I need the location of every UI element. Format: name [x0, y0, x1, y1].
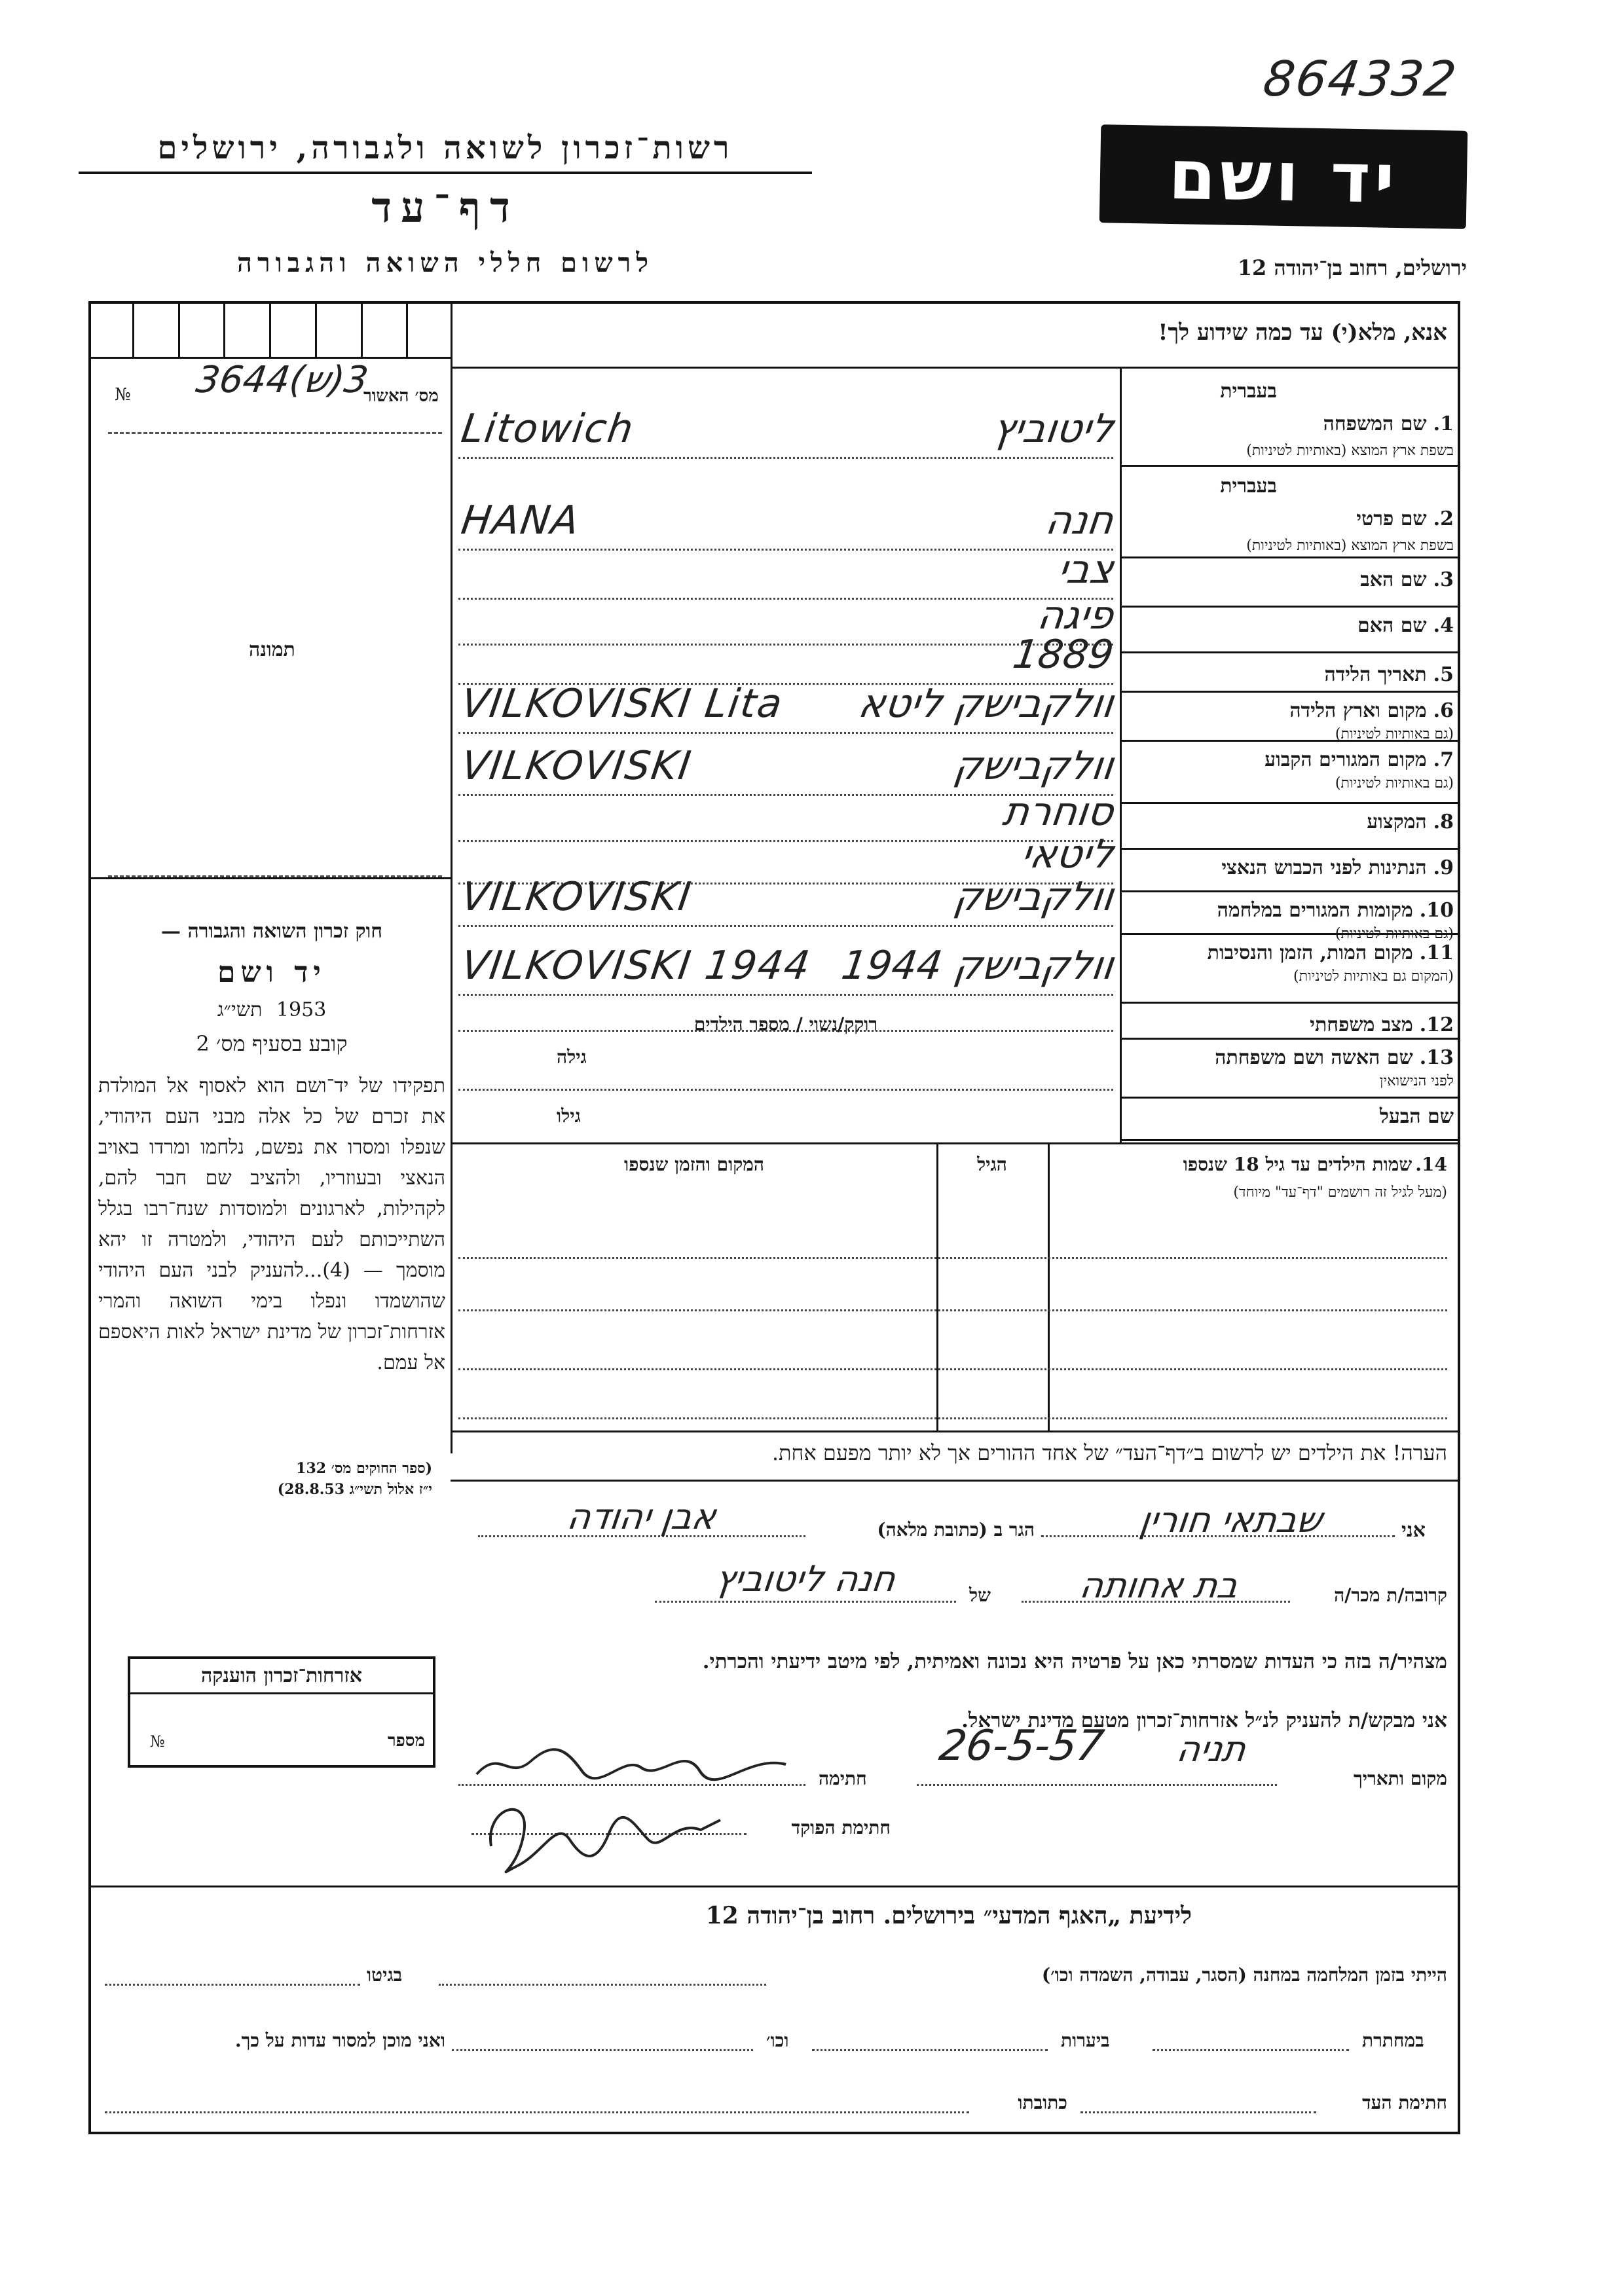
field-label	[1126, 856, 1454, 879]
field-value-latin: VILKOVISKI	[458, 874, 695, 920]
footer-forests-label: ביערות	[1061, 2030, 1110, 2051]
signature-label: חתימה	[819, 1768, 867, 1789]
logo-text: יד ושם	[1168, 134, 1399, 219]
relation-label: קרובה/ת מכר/ה	[1334, 1584, 1447, 1606]
footer-testimony-label: ואני מוכן למסור עדות על כך.	[234, 2030, 445, 2051]
law-clause: קובע בסעיף מס׳ 2	[196, 1031, 348, 1056]
field-value-latin: VILKOVISKI 1944	[458, 943, 814, 989]
footer-etc-line	[452, 2049, 753, 2051]
field-row-rule	[1120, 556, 1460, 558]
field-value-hebrew: וולקבישק	[951, 743, 1116, 789]
field-label-text: מקומות המגורים במלחמה	[1217, 899, 1413, 922]
field-label	[1126, 1046, 1454, 1069]
citizenship-title: אזרחות־זכרון הוענקה	[130, 1659, 433, 1694]
footer-title: לידיעת „האגף המדעי״ בירושלים. רחוב בן־יהודה 12	[705, 1902, 1192, 1929]
relation-of-line	[655, 1601, 956, 1603]
field-number: 7.	[1433, 748, 1454, 771]
form-subtitle: לרשום חללי השואה והגבורה	[236, 247, 654, 278]
place-date-line	[917, 1784, 1277, 1786]
field-label	[1126, 614, 1454, 637]
footer-camp-line	[439, 1984, 766, 1986]
footer-witness-signature-label: חתימת העד	[1362, 2092, 1447, 2113]
field-value-hebrew: פיגה	[1035, 592, 1116, 638]
footer-witness-signature-line	[1080, 2111, 1316, 2113]
field-number: 9.	[1433, 856, 1454, 879]
law-name: יד ושם	[217, 956, 326, 989]
declarant-i: אני	[1401, 1519, 1426, 1542]
children-top-rule	[451, 1142, 1460, 1144]
children-title	[1054, 1154, 1447, 1176]
official-signature	[478, 1768, 740, 1879]
footer-etc-label: וכו׳	[766, 2030, 789, 2051]
field-number: 8.	[1433, 811, 1454, 833]
children-col-div-1	[1048, 1142, 1050, 1430]
registry-number-mark: №	[115, 385, 131, 405]
declaration-text: מצהיר/ה בזה כי העדות שמסרתי כאן על פרטיה היא נכונה ואמיתית, לפי מיטב ידיעתי והכרתי.	[702, 1650, 1447, 1673]
field-value-latin: VILKOVISKI	[458, 743, 695, 789]
field-sublabel: (גם באותיות לטיניות)	[1335, 926, 1454, 942]
citizenship-number-label: מספר	[387, 1731, 425, 1751]
citizenship-box	[128, 1656, 435, 1768]
citizenship-request: אני מבקש/ת להעניק לנ״ל אזרחות־זכרון מטעם מדינת ישראל.	[961, 1709, 1447, 1732]
field-label-text: מצב משפחתי	[1310, 1013, 1413, 1036]
children-sub: (מעל לגיל זה רושמים "דף־עד" מיוחד)	[1233, 1184, 1447, 1201]
field-number: 2.	[1433, 507, 1454, 530]
label-column-divider	[1120, 367, 1122, 1139]
field-printed-hint: גילה	[557, 1046, 587, 1068]
footer-ghetto-label: בגיטו	[367, 1964, 403, 1986]
field-label	[1126, 941, 1454, 964]
children-row-line	[458, 1368, 1447, 1370]
authority-title: רשות־זכרון לשואה ולגבורה, ירושלים	[157, 130, 733, 166]
relation-of-value: חנה ליטוביץ	[712, 1558, 898, 1599]
field-row-rule	[1120, 691, 1460, 693]
field-row-rule	[1120, 1139, 1460, 1141]
field-number: 6.	[1433, 699, 1454, 722]
field-label-text: שם המשפחה	[1323, 412, 1427, 435]
field-label-text: שם האם	[1357, 614, 1427, 637]
field-printed-hint: גילו	[557, 1105, 581, 1127]
form-title: דף־עד	[371, 183, 519, 232]
field-number: 10.	[1419, 899, 1454, 922]
field-sublabel: (גם באותיות לטיניות)	[1335, 726, 1454, 742]
field-row-rule	[1120, 848, 1460, 850]
date-value: 26-5-57	[936, 1722, 1107, 1770]
field-row-rule	[1120, 465, 1460, 467]
field-label	[1126, 699, 1454, 722]
field-printed-hint: רוקק/נשוי / מספר הילדים	[693, 1013, 878, 1035]
field-label-text: מקום וארץ הלידה	[1289, 699, 1427, 722]
field-value-hebrew: וולקבישק ליטא	[855, 681, 1116, 727]
field-row-rule	[1120, 651, 1460, 653]
note-rule	[451, 1480, 1460, 1482]
children-col-age: הגיל	[977, 1154, 1007, 1175]
children-row-line	[458, 1309, 1447, 1311]
field-label	[1126, 1105, 1454, 1128]
field-value-hebrew: צבי	[1055, 547, 1116, 592]
field-label-text: שם הבעל	[1379, 1105, 1454, 1128]
field-sublabel: בשפת ארץ המוצא (באותיות לטיניות)	[1246, 538, 1454, 554]
field-row-rule	[1120, 606, 1460, 608]
footer-address-label: כתובתו	[1018, 2092, 1067, 2113]
field-number: 4.	[1433, 614, 1454, 637]
footer-top-rule	[88, 1886, 1460, 1887]
field-label-text: מקום המגורים הקבוע	[1264, 748, 1427, 771]
children-col-place: המקום והזמן שנספו	[624, 1154, 764, 1175]
field-label-text: תאריך הלידה	[1324, 663, 1427, 686]
header-rule	[79, 172, 812, 174]
field-value-hebrew: וולקבישק 1944	[838, 943, 1116, 989]
field-sublabel: (המקום גם באותיות לטיניות)	[1293, 968, 1454, 985]
field-value-hebrew: ליטוביץ	[989, 406, 1116, 452]
intro-instruction: אנא, מלא(י) עד כמה שידוע לך!	[1158, 319, 1447, 346]
field-number: 3.	[1433, 568, 1454, 591]
footer-ghetto-line	[105, 1984, 360, 1986]
photo-label: תמונה	[249, 638, 295, 661]
law-text: תפקידו של יד־ושם הוא לאסוף אל המולדת את זכרם של כל אלה מבני העם היהודי, שנפלו ומסרו את נפשם, נלחמו ומרדו באויב הנאצי ובעוזריו, ולהציב שם חבר להם, לקהילות, לארגונים ולמוסדות שנח־רבו בגלל השתייכותם לעם היהודי, ולמטרה זו יהא מוסמך — (4)...להעניק לבני העם היהודי שהושמדו ונפלו בימי השואה והמרי אזרחות־זכרון של מדינת ישראל לאות היאספם אל עמם.	[98, 1074, 446, 1374]
law-year	[98, 998, 445, 1021]
field-answer-line	[458, 925, 1113, 927]
field-answer-line	[458, 994, 1113, 996]
field-number: 13.	[1419, 1046, 1454, 1069]
children-title-text: שמות הילדים עד גיל 18 שנספו	[1183, 1154, 1412, 1175]
field-hebrew-tag: בעברית	[1220, 380, 1277, 403]
relation-of: של	[969, 1584, 991, 1606]
field-label-text: שם פרטי	[1356, 507, 1427, 530]
field-label	[1126, 899, 1454, 922]
registry-number: 3644(ש)3	[193, 359, 371, 401]
field-hebrew-tag: בעברית	[1220, 475, 1277, 498]
field-label-text: שם האב	[1360, 568, 1427, 591]
footer-address-line	[105, 2111, 969, 2113]
field-answer-line	[458, 457, 1113, 459]
children-row-line	[458, 1417, 1447, 1419]
children-number: 14.	[1415, 1154, 1447, 1175]
header-address: ירושלים, רחוב בן־יהודה 12	[1237, 255, 1467, 280]
field-value-hebrew: וולקבישק	[951, 874, 1116, 920]
children-bottom-rule	[451, 1430, 1460, 1432]
field-value-hebrew: חנה	[1043, 498, 1116, 543]
relation-value: בת אחותה	[1077, 1565, 1241, 1606]
archive-stamp-number: 864332	[1259, 51, 1461, 107]
field-row-rule	[1120, 1038, 1460, 1040]
declarant-address: אבן יהודה	[564, 1496, 719, 1537]
citizenship-number-mark: №	[150, 1732, 165, 1751]
field-label-text: הנתינות לפני הכבוש הנאצי	[1221, 856, 1427, 879]
field-label	[1126, 412, 1454, 435]
footer-forests-line	[812, 2049, 1048, 2051]
field-label	[1126, 568, 1454, 591]
footer-camp-label: הייתי בזמן המלחמה במחנה (הסגר, עבודה, השמדה וכו׳)	[1041, 1964, 1447, 1986]
field-label-text: המקצוע	[1367, 811, 1427, 833]
field-label	[1126, 1013, 1454, 1036]
field-number: 1.	[1433, 412, 1454, 435]
field-label	[1126, 507, 1454, 530]
registry-tick-boxes	[88, 301, 452, 359]
field-label	[1126, 748, 1454, 771]
declarant-name: שבתאי חורין	[1137, 1499, 1325, 1540]
children-row-line	[458, 1257, 1447, 1259]
field-number: 12.	[1419, 1013, 1454, 1036]
field-value-hebrew: ליטאי	[1018, 831, 1116, 877]
footer-underground-line	[1153, 2049, 1349, 2051]
field-value-latin: HANA	[458, 498, 583, 543]
field-label	[1126, 811, 1454, 833]
field-number: 11.	[1419, 941, 1454, 964]
field-sublabel: (גם באותיות לטיניות)	[1335, 775, 1454, 792]
field-label-text: שם האשה ושם משפחתה	[1215, 1046, 1413, 1069]
field-value-latin: Litowich	[458, 406, 638, 452]
field-sublabel: לפני הנישואין	[1379, 1073, 1454, 1089]
field-answer-line	[458, 732, 1113, 734]
official-signature-label: חתימת הפוקד	[791, 1817, 891, 1838]
field-value-hebrew: סוחרת	[1000, 789, 1116, 835]
photo-bottom-rule	[88, 877, 452, 879]
field-sublabel: בשפת ארץ המוצא (באותיות לטיניות)	[1246, 443, 1454, 459]
field-row-rule	[1120, 1002, 1460, 1004]
field-number: 5.	[1433, 663, 1454, 686]
footer-underground-label: במחתרת	[1362, 2030, 1424, 2051]
children-note: הערה! את הילדים יש לרשום ב״דף־העד״ של אחד ההורים אך לא יותר מפעם אחת.	[771, 1440, 1447, 1465]
field-row-rule	[1120, 890, 1460, 892]
law-year-he: תשי״ג	[217, 998, 263, 1021]
children-col-div-2	[936, 1142, 938, 1430]
registry-label: מס׳ האשור	[363, 386, 439, 406]
intro-rule	[452, 367, 1460, 369]
field-label-text: מקום המות, הזמן והנסיבות	[1207, 941, 1413, 964]
law-title: חוק זכרון השואה והגבורה —	[161, 920, 382, 943]
field-label	[1126, 663, 1454, 686]
field-value-latin: VILKOVISKI Lita	[458, 681, 786, 727]
law-reference-1: (ספר החוקים מס׳ 132	[296, 1460, 432, 1477]
declarant-resides-label: הגר ב (כתובת מלאה)	[877, 1519, 1035, 1540]
place-date-label: מקום ותאריך	[1353, 1768, 1447, 1789]
field-answer-line	[458, 1089, 1113, 1091]
field-row-rule	[1120, 1097, 1460, 1099]
field-value-hebrew: 1889	[1010, 632, 1116, 678]
place-value: תניה	[1174, 1728, 1249, 1770]
yad-vashem-logo	[1099, 124, 1468, 229]
field-row-rule	[1120, 802, 1460, 804]
law-year-num: 1953	[276, 998, 327, 1021]
spouse-divider	[1120, 1038, 1122, 1142]
law-reference-2: י״ז אלול תשי״ג 28.8.53)	[277, 1481, 432, 1498]
